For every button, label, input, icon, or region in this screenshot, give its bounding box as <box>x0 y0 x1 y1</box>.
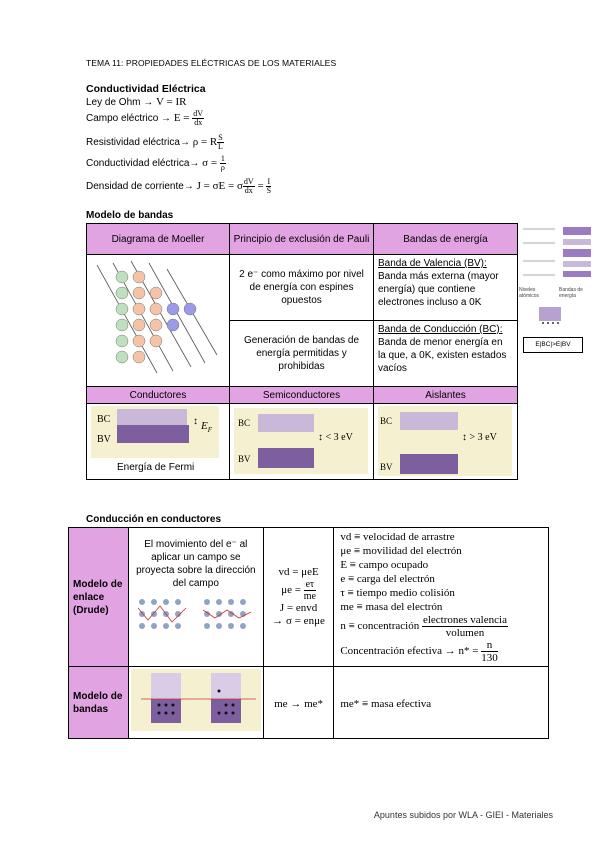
section-title-conduccion: Conducción en conductores <box>86 514 222 525</box>
header-semiconductores: Semiconductores <box>230 387 374 404</box>
semi-gap-label: ↕ < 3 eV <box>318 432 353 443</box>
cond-bv-label: BV <box>97 434 111 445</box>
def-item: vd ≡ velocidad de arrastre <box>340 531 455 543</box>
section-title-bandas: Modelo de bandas <box>86 210 174 221</box>
semi-bc-label: BC <box>238 418 251 428</box>
cond-arrow: ↕ <box>193 416 198 427</box>
def-item: E ≡ campo ocupado <box>340 559 429 571</box>
section-title-conductividad: Conductividad Eléctrica <box>86 83 206 95</box>
fermi-symbol: $E_F$ <box>201 420 213 435</box>
ais-bv-label: BV <box>380 462 393 472</box>
col-header-pauli: Principio de exclusión de Pauli <box>230 224 374 255</box>
ais-gap-label: ↕ > 3 eV <box>462 432 497 443</box>
drude-defs-cell <box>334 528 549 667</box>
bc-cell: Banda de Conducción (BC): Banda de menor energía en la que, a 0K, existen estados vacíos <box>374 321 518 387</box>
bandas-label-cell: Modelo de bandas <box>69 667 129 739</box>
bandas-diagram-cell <box>128 667 263 739</box>
def-concentracion: n ≡ concentración $\frac{\text{electrones valencia}}{\text{volumen}}$ <box>340 614 507 639</box>
drude-eq-cell: vd = μeE μe = $\frac{e\tau}{me}$ J = envd → σ = enμe <box>263 528 334 667</box>
drude-label-cell: Modelo de enlace (Drude) <box>69 528 129 667</box>
def-item: τ ≡ tiempo medio colisión <box>340 587 455 599</box>
cond-bc-label: BC <box>97 414 111 425</box>
drude-lattice <box>131 596 261 636</box>
fermi-label: Energía de Fermi <box>117 462 195 473</box>
drude-desc-cell: El movimiento del e⁻ al aplicar un campo se proyecta sobre la dirección del campo <box>128 528 263 667</box>
pauli-cell-1: 2 e⁻ como máximo por nivel de energía con espines opuestos <box>230 255 374 321</box>
col-header-moeller: Diagrama de Moeller <box>87 224 230 255</box>
aislante-diagram-cell <box>374 404 518 480</box>
page-footer: Apuntes subidos por WLA - GIEI - Materiales <box>373 810 553 820</box>
bandas-def-cell: me* ≡ masa efectiva <box>334 667 549 739</box>
def-conc-efectiva: Concentración efectiva → n* = $\frac{n}{130}$ <box>340 639 498 664</box>
semi-bv-label: BV <box>238 454 251 464</box>
side-box: E|BC|>E|BV <box>523 337 583 353</box>
formula-ohm: Ley de Ohm → V = IR <box>86 96 187 108</box>
def-item: me ≡ masa del electrón <box>340 601 443 613</box>
formula-conductividad: Conductividad eléctrica→ σ = $\frac{1}{\rho}$ <box>86 154 225 172</box>
header-conductores: Conductores <box>87 387 230 404</box>
side-band-diagram <box>519 223 593 333</box>
def-item: e ≡ carga del electrón <box>340 573 435 585</box>
bandas-eq-cell: me → me* <box>263 667 334 739</box>
bandas-conduction-diagram <box>131 669 261 731</box>
semi-diagram-cell <box>230 404 374 480</box>
side-label-1: Niveles atómicos <box>519 287 540 299</box>
side-label-2: Bandas de energía <box>559 287 583 299</box>
page-header: TEMA 11: PROPIEDADES ELÉCTRICAS DE LOS MATERIALES <box>86 58 337 68</box>
formula-densidad: Densidad de corriente→ J = σE = σ $\frac{dV}{dx}$ = $\frac{I}{S}$ <box>86 177 272 195</box>
header-aislantes: Aislantes <box>374 387 518 404</box>
col-header-bandas: Bandas de energía <box>374 224 518 255</box>
formula-resistividad: Resistividad eléctrica→ ρ = R $\frac{S}{L}$ <box>86 133 223 151</box>
bandas-table <box>86 223 518 480</box>
ais-bc-label: BC <box>380 416 393 426</box>
def-item: μe ≡ movilidad del electrón <box>340 545 462 557</box>
formula-campo: Campo eléctrico → E = $\frac{dV}{dx}$ <box>86 109 204 127</box>
pauli-cell-2: Generación de bandas de energía permitidas y prohibidas <box>230 321 374 387</box>
bv-cell: Banda de Valencia (BV): Banda más externa (mayor energía) que contiene electrones incluso a 0K <box>374 255 518 321</box>
moeller-diagram <box>87 255 227 383</box>
moeller-diagram-cell <box>87 255 230 387</box>
conduccion-table <box>68 527 549 739</box>
conductores-diagram-cell <box>87 404 230 480</box>
